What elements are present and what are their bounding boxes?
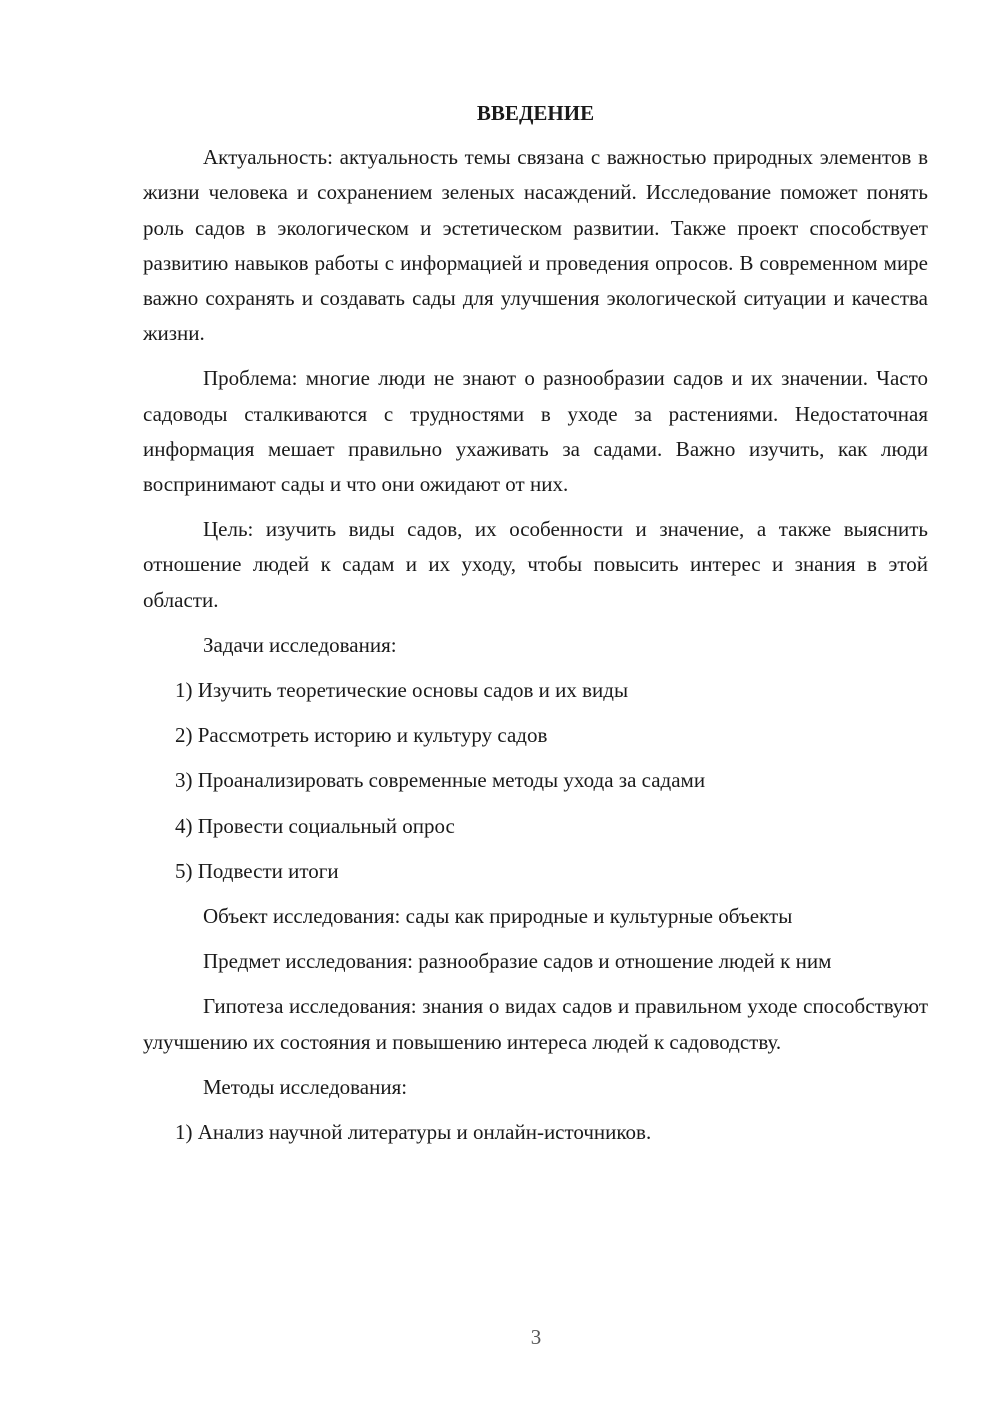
list-item: 2) Рассмотреть историю и культуру садов <box>175 723 548 748</box>
object-paragraph: Объект исследования: сады как природные и культурные объекты <box>203 904 793 929</box>
list-item: 5) Подвести итоги <box>175 858 339 883</box>
problem-paragraph: Проблема: многие люди не знают о разнообразии садов и их значении. Часто садоводы сталкиваются с трудностями в уходе за растениями. Недостаточная информация мешает правильно ухаживать за садами. Важно изучить, как люди воспринимают сады и что они ожидают от них. <box>143 366 928 497</box>
relevance-paragraph: Актуальность: актуальность темы связана с важностью природных элементов в жизни человека и сохранением зеленых насаждений. Исследование поможет понять роль садов в экологическом и эстетическом развитии. Также проект способствует развитию навыков работы с информацией и проведения опросов. В современном мире важно сохранять и создавать сады для улучшения экологической ситуации и качества жизни. <box>143 145 928 346</box>
list-item: 3) Проанализировать современные методы ухода за садами <box>175 768 706 793</box>
tasks-label: Задачи исследования: <box>203 632 397 657</box>
document-page <box>143 96 928 1160</box>
goal-paragraph: Цель: изучить виды садов, их особенности и значение, а также выяснить отношение людей к садам и их уходу, чтобы повысить интерес и знания в этой области. <box>143 517 928 612</box>
list-item: 1) Анализ научной литературы и онлайн-источников. <box>175 1120 652 1145</box>
subject-paragraph: Предмет исследования: разнообразие садов и отношение людей к ним <box>203 949 832 974</box>
page-number: 3 <box>530 1325 542 1349</box>
page-title: ВВЕДЕНИЕ <box>476 101 595 125</box>
list-item: 1) Изучить теоретические основы садов и их виды <box>175 678 629 703</box>
list-item: 4) Провести социальный опрос <box>175 813 455 838</box>
methods-label: Методы исследования: <box>203 1074 408 1099</box>
hypothesis-paragraph: Гипотеза исследования: знания о видах садов и правильном уходе способствуют улучшению их состояния и повышению интереса людей к садоводству. <box>143 994 928 1054</box>
